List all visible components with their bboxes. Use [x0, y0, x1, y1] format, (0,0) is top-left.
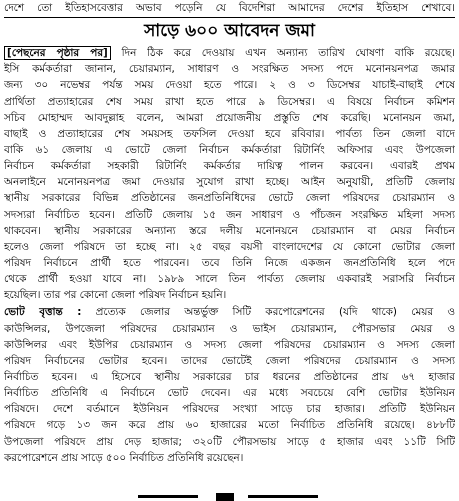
- text-line: সদস্যরা নির্বাচিত হবেন। প্রতিটি জেলায় ১৫ জন সাধারণ ও পাঁচজন সংরক্ষিত মহিলা সদস্য: [4, 208, 455, 221]
- article-headline: সাড়ে ৬০০ আবেদন জমা: [144, 21, 315, 42]
- article-paragraph-voting-details: [4, 304, 455, 465]
- next-article-fragment: [120, 491, 340, 501]
- text-line: প্রার্থিতা প্রত্যাহারের শেষ সময় রাখা হতে পারে ৯ ডিসেম্বর। এ বিষয়ে নির্বাচন কমিশন: [4, 95, 455, 108]
- text-line-last: করপোরেশনে প্রায় সাড়ে ৫০০ নির্বাচিত প্রতিনিধি রয়েছেন।: [4, 451, 244, 464]
- text-line: থেকে প্রার্থী হওয়া যাবে না। ১৯৮৯ সালে তিন পার্বত্য জেলায় একবারই সরাসরি নির্বাচন: [4, 273, 455, 286]
- text-line: উপজেলা পরিষদে প্রায় দেড় হাজার; ৩২০টি পৌরসভায় সাড়ে ৫ হাজার এবং ১১টি সিটি: [4, 435, 455, 448]
- text-line: হলেও জেলা পরিষদে তা হচ্ছে না। ২৫ বছর বয়সী বাংলাদেশের যে কোনো ভোটার জেলা: [4, 240, 455, 253]
- text-line: বাছাই ও প্রত্যাহারের শেষ সময়সহ তফসিল দেওয়া হবে রবিবার। পার্বত্য তিন জেলা বাদে: [4, 127, 455, 140]
- previous-article-last-line: দেশে তো ইতিহাসবেত্তার অভাব পড়েনি যে বিদেশিরা আমাদের দেশের ইতিহাস শেখাবে।: [4, 2, 455, 14]
- text-line: কাউন্সিলর এবং ইউপির চেয়ারম্যান ও সদস্য জেলা পরিষদের চেয়ারম্যান ও সদস্য জেলা: [4, 338, 455, 351]
- text-line: থাকবেন। স্থানীয় সরকারের অন্যান্য স্তরে দলীয় মনোনয়নে চেয়ারম্যান বা মেয়র নির্বাচন: [4, 224, 455, 237]
- article-paragraph-continuation: [4, 45, 455, 303]
- text-line: কাউন্সিলর, উপজেলা পরিষদের চেয়ারম্যান ও ভাইস চেয়ারম্যান, পৌরসভার মেয়র ও: [4, 322, 455, 335]
- text-line: সচিব মোহাম্মদ আবদুল্লাহ বলেন, আমরা প্রয়োজনীয় প্রস্তুতি শেষ করেছি। মনোনয়ন জমা,: [4, 111, 455, 124]
- text-line: জন্য ৩০ নভেম্বর পর্যন্ত সময় দেওয়া হতে পারে। ২ ও ৩ ডিসেম্বর যাচাই-বাছাই শেষে: [4, 79, 455, 92]
- text-line: পরিষদ নির্বাচনের ভোটার হবেন। তাদের ভোটেই জেলা পরিষদের চেয়ারম্যান ও সদস্য: [4, 354, 455, 367]
- text-line: ভোট বৃত্তান্ত : প্রত্যেক জেলার অন্তর্ভুক্ত সিটি করপোরেশনের (যদি থাকে) মেয়র ও: [4, 306, 455, 319]
- text-line: ইসি কর্মকর্তারা জানান, চেয়ারম্যান, সাধারণ ও সংরক্ষিত সদস্য পদে মনোনয়নপত্র জমার: [4, 63, 455, 76]
- text-line: পরিষদে। দেশে বর্তমানে ইউনিয়ন পরিষদের সংখ্যা সাড়ে চার হাজার। প্রতিটি ইউনিয়ন: [4, 403, 455, 416]
- text-line: নির্বাচিত প্রতিনিধি এ নির্বাচনে ভোট দেবেন। এর মধ্যে সবচেয়ে বেশি ভোটার ইউনিয়ন: [4, 387, 455, 400]
- continuation-label: [পেছনের পৃষ্ঠার পর]: [4, 46, 111, 60]
- text-line: অনলাইনে মনোনয়নপত্র জমা দেওয়ার সুযোগ রাখা হচ্ছে। আইন অনুযায়ী, প্রতিটি জেলায়: [4, 176, 455, 189]
- text-line-last: হয়েছিল। তার পর কোনো জেলা পরিষদ নির্বাচন হয়নি।: [4, 289, 227, 302]
- text-line: [পেছনের পৃষ্ঠার পর] দিন ঠিক করে দেওয়ায় এখন অন্যান্য তারিখ ঘোষণা বাকি রয়েছে।: [4, 45, 455, 61]
- text-line: পরিষদ নির্বাচনে প্রার্থী হতে পারবেন। তবে তিনি নিজে একজন জনপ্রতিনিধি হলে পদে: [4, 256, 455, 269]
- text-line: স্থানীয় সরকারের বিভিন্ন প্রতিষ্ঠানের জনপ্রতিনিধিদের ভোটে জেলা পরিষদের চেয়ারম্যান ও: [4, 192, 455, 205]
- subhead-label: ভোট বৃত্তান্ত :: [4, 306, 82, 319]
- section-divider: [4, 17, 455, 18]
- text-line: পরিষদে গড়ে ১৩ জন করে প্রায় ৬০ হাজারের মতো নির্বাচিত প্রতিনিধি রয়েছে। ৪৮৮টি: [4, 419, 455, 432]
- cropped-heading-fragment-icon: [120, 491, 340, 501]
- text-line: নির্বাচন কর্মকর্তারা সহকারী রিটার্নিং কর্মকর্তার দায়িত্ব পালন করবেন। এবারই প্রথম: [4, 160, 455, 173]
- text-line: বাকি ৬১ জেলায় এ ভোটে জেলা নির্বাচন কর্মকর্তারা রিটার্নিং অফিসার এবং উপজেলা: [4, 143, 455, 156]
- text-line: নির্বাচিত হবেন। এ হিসেবে স্থানীয় সরকারের চার ধরনের প্রতিষ্ঠানের প্রায় ৬৭ হাজার: [4, 370, 455, 383]
